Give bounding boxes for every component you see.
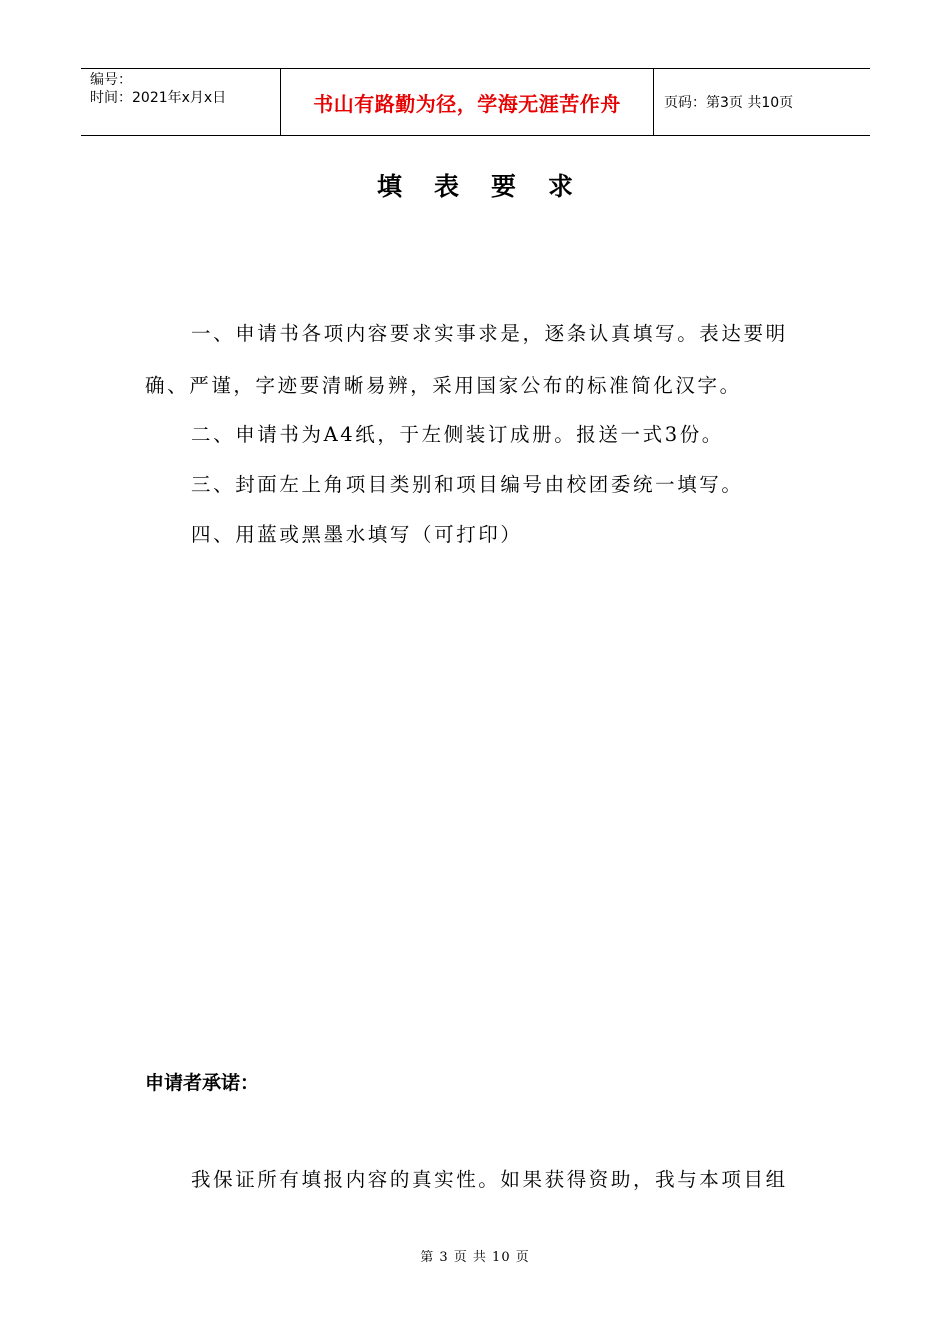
document-number-label: 编号： <box>90 72 132 88</box>
header-meta-cell <box>81 69 281 135</box>
requirement-item: 三、封面左上角项目类别和项目编号由校团委统一填写。 <box>191 473 744 496</box>
commitment-title: 申请者承诺： <box>145 1072 260 1094</box>
requirement-item: 四、用蓝或黑墨水填写（可打印） <box>191 523 523 546</box>
page-title: 填表要求 <box>376 172 605 201</box>
document-date-label: 时间：2021年x月x日 <box>90 90 227 106</box>
header-page-cell <box>654 69 870 135</box>
header-table <box>81 68 870 136</box>
requirement-item: 二、申请书为A4纸，于左侧装订成册。报送一式3份。 <box>191 423 724 446</box>
commitment-text: 我保证所有填报内容的真实性。如果获得资助，我与本项目组 <box>191 1168 788 1191</box>
header-motto: 书山有路勤为径，学海无涯苦作舟 <box>313 91 621 116</box>
header-page-number: 页码：第3页 共10页 <box>664 95 794 111</box>
header-motto-cell <box>281 69 654 135</box>
requirement-item: 一、申请书各项内容要求实事求是，逐条认真填写。表达要明确、严谨，字迹要清晰易辨，采用国家公布的标准简化汉字。 <box>145 322 788 397</box>
page-footer: 第 3 页 共 10 页 <box>420 1250 530 1265</box>
